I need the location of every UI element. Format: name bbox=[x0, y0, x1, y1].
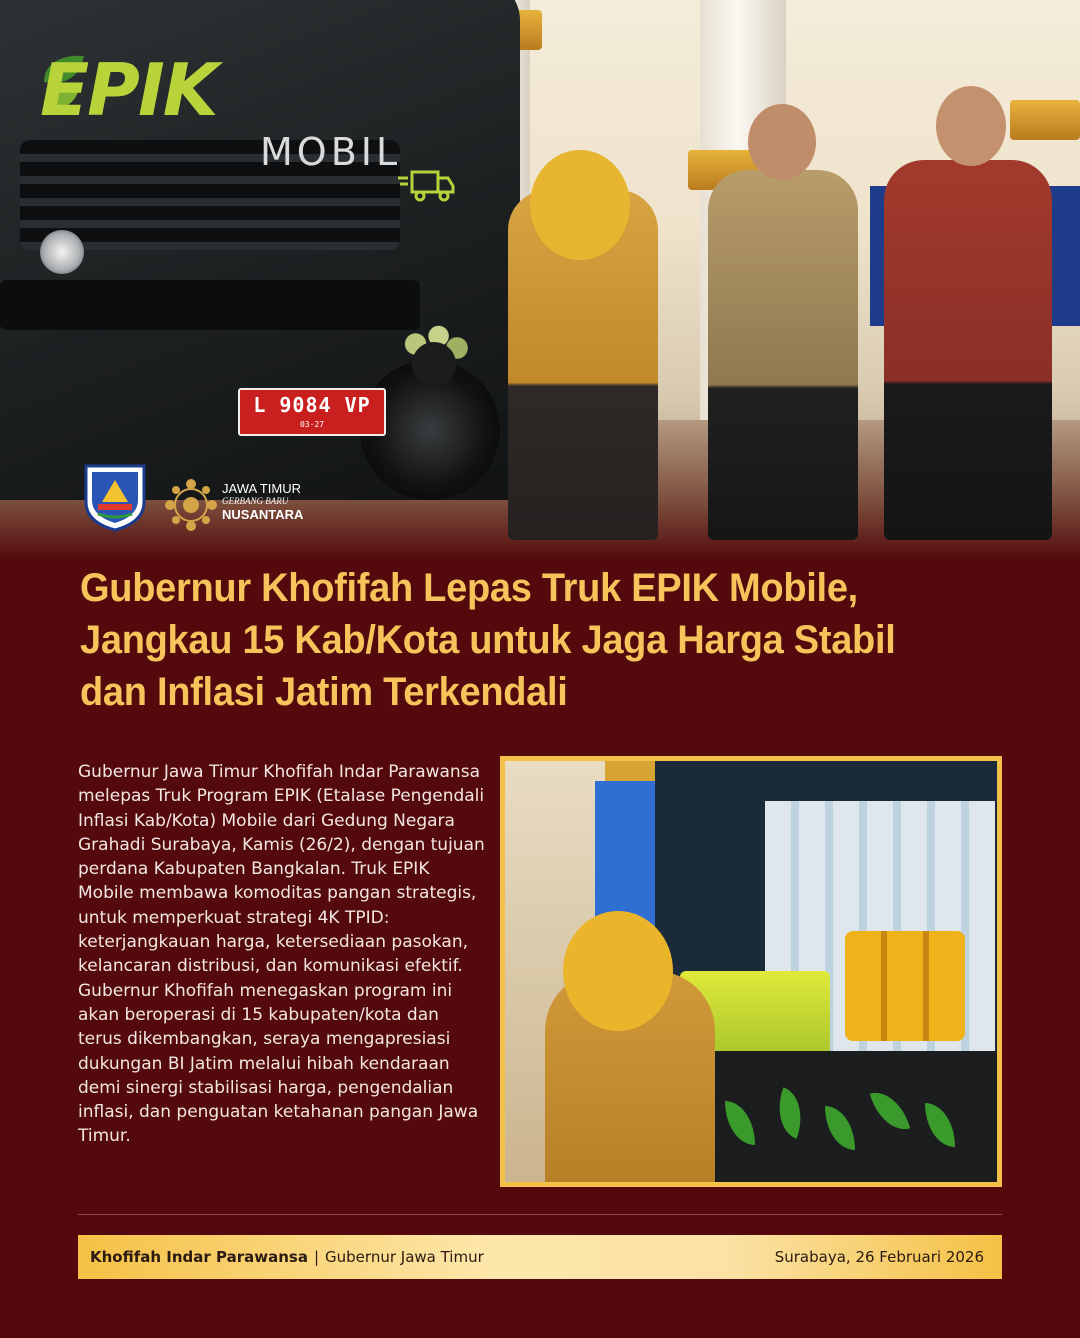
inset-photo bbox=[500, 756, 1002, 1187]
pillar-capital bbox=[1010, 100, 1080, 140]
footer-bar bbox=[78, 1235, 1002, 1279]
footer-place-date: Surabaya, 26 Februari 2026 bbox=[774, 1248, 984, 1266]
truck-bumper bbox=[0, 280, 420, 330]
person-governor bbox=[508, 190, 658, 540]
headline bbox=[80, 562, 992, 718]
gerbang-baru-logo-icon bbox=[162, 476, 220, 534]
plate-expiry: 03·27 bbox=[299, 420, 325, 429]
footer-name: Khofifah Indar Parawansa bbox=[90, 1248, 308, 1266]
headline-line: Jangkau 15 Kab/Kota untuk Jaga Harga Stabil bbox=[80, 618, 896, 662]
person-head bbox=[563, 911, 673, 1031]
person-head bbox=[936, 86, 1006, 166]
leaf-icon bbox=[768, 1087, 811, 1139]
tagline-line3: NUSANTARA bbox=[222, 507, 304, 522]
tagline-line1: JAWA TIMUR bbox=[222, 481, 301, 496]
leaf-icon bbox=[870, 1086, 910, 1136]
person-official bbox=[884, 160, 1052, 540]
truck-brand-epik: EPIK bbox=[40, 48, 217, 132]
leaf-icon bbox=[825, 1106, 855, 1150]
headline-line: Gubernur Khofifah Lepas Truk EPIK Mobile, bbox=[80, 566, 858, 610]
divider bbox=[78, 1214, 1002, 1215]
inset-photo-content bbox=[505, 761, 997, 1182]
plate-number: L 9084 VP bbox=[253, 393, 371, 417]
footer-credit bbox=[90, 1248, 484, 1266]
tagline-logo bbox=[222, 482, 303, 521]
person-head bbox=[748, 104, 816, 180]
leaf-icon bbox=[725, 1101, 755, 1145]
jatim-crest-logo bbox=[80, 462, 150, 532]
article-body: Gubernur Jawa Timur Khofifah Indar Parawansa melepas Truk Program EPIK (Etalase Pengendali Inflasi Kab/Kota) Mobile dari Gedung Negara Grahadi Surabaya, Kamis (26/2), dengan tujuan perdana Kabupaten Bangkalan. Truk EPIK Mobile membawa komoditas pangan strategis, untuk memperkuat strategi 4K TPID: keterjangkauan harga, ketersediaan pasokan, kelancaran distribusi, dan komunikasi efektif. Gubernur Khofifah menegaskan program ini akan beroperasi di 15 kabupaten/kota dan terus dikembangkan, seraya mengapresiasi dukungan BI Jatim melalui hibah kendaraan demi sinergi stabilisasi harga, pengendalian inflasi, dan penguatan ketahanan pangan Jawa Timur. bbox=[78, 762, 485, 1147]
leaf-icon bbox=[925, 1103, 955, 1147]
headline-line: dan Inflasi Jatim Terkendali bbox=[80, 670, 568, 714]
truck-brand-mobile: MOBIL bbox=[260, 130, 402, 174]
person-head bbox=[530, 150, 630, 260]
potted-plant bbox=[388, 320, 480, 400]
license-plate bbox=[238, 388, 386, 436]
person-official bbox=[708, 170, 858, 540]
tagline-line2: GERBANG BARU bbox=[222, 496, 289, 506]
cooking-oil-bottles bbox=[845, 931, 965, 1041]
footer-separator: | bbox=[313, 1248, 320, 1266]
delivery-truck-icon bbox=[396, 164, 456, 204]
footer-role: Gubernur Jawa Timur bbox=[325, 1248, 484, 1266]
truck-headlight bbox=[40, 230, 84, 274]
